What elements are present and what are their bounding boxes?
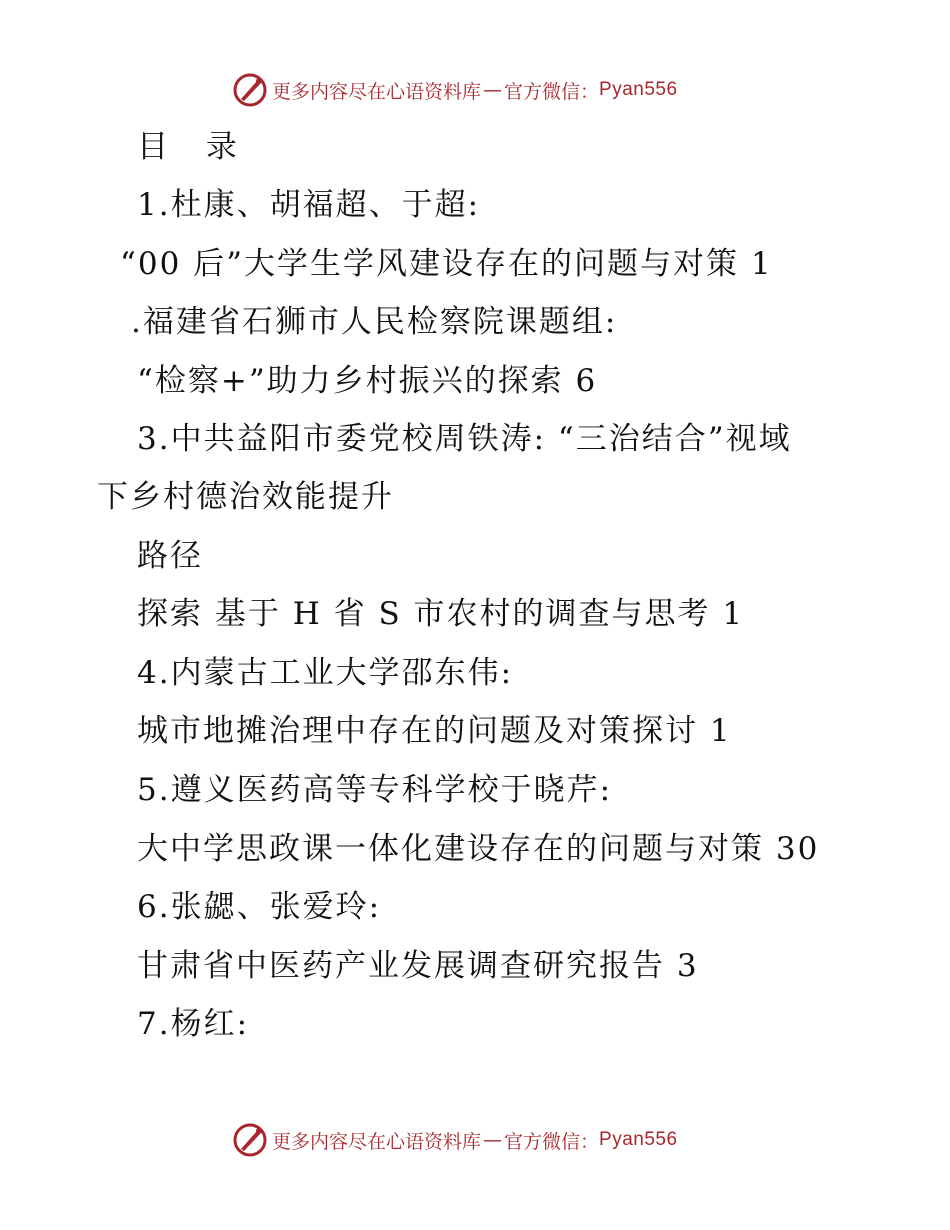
watermark-label: 官方微信： bbox=[504, 1130, 600, 1153]
toc-line: 3.中共益阳市委党校周铁涛: “三治结合”视域 bbox=[137, 421, 792, 457]
toc-line: 大中学思政课一体化建设存在的问题与对策 30 bbox=[137, 831, 820, 867]
toc-line: 路径 bbox=[137, 538, 203, 574]
watermark-label: 官方微信： bbox=[504, 80, 600, 103]
toc-line: 4.内蒙古工业大学邵东伟: bbox=[137, 655, 514, 691]
toc-line: 城市地摊治理中存在的问题及对策探讨 1 bbox=[137, 713, 732, 749]
watermark-separator: — bbox=[483, 1129, 503, 1151]
toc-line: 1.杜康、胡福超、于超: bbox=[137, 187, 481, 223]
quill-logo-icon bbox=[232, 1122, 268, 1158]
watermark-header bbox=[232, 70, 678, 110]
toc-line: “00 后”大学生学风建设存在的问题与对策 1 bbox=[120, 246, 773, 282]
toc-line: 甘肃省中医药产业发展调查研究报告 3 bbox=[137, 948, 699, 984]
toc-line: 探索 基于 H 省 S 市农村的调查与思考 1 bbox=[137, 596, 745, 632]
watermark-text: 更多内容尽在心语资料库 bbox=[272, 80, 482, 103]
toc-line: 下乡村德治效能提升 bbox=[97, 479, 394, 515]
watermark-separator: — bbox=[483, 79, 503, 101]
toc-line: .福建省石狮市人民检察院课题组: bbox=[131, 304, 618, 340]
toc-line: 6.张勰、张爱玲: bbox=[137, 889, 382, 925]
watermark-footer bbox=[232, 1120, 678, 1160]
toc-line: 7.杨红: bbox=[137, 1006, 250, 1042]
toc-line: “检察+”助力乡村振兴的探索 6 bbox=[137, 363, 598, 399]
toc-heading: 目 录 bbox=[137, 129, 251, 165]
quill-logo-icon bbox=[232, 72, 268, 108]
watermark-id: Pyan556 bbox=[599, 1129, 678, 1150]
toc-line: 5.遵义医药高等专科学校于晓芹: bbox=[137, 772, 613, 808]
watermark-id: Pyan556 bbox=[599, 79, 678, 100]
watermark-text: 更多内容尽在心语资料库 bbox=[272, 1130, 482, 1153]
